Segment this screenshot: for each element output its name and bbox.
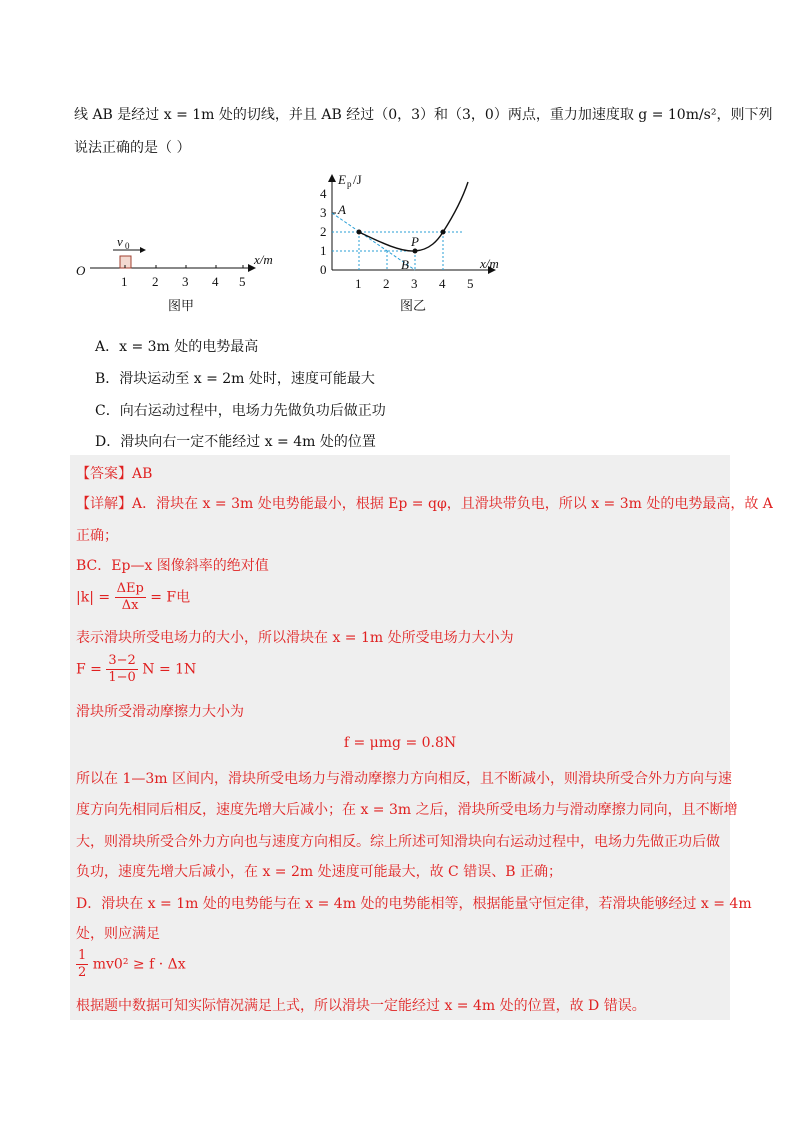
detail-line-2: 正确； [76,528,118,544]
detail-line-10: D．滑块在 x = 1m 处的电势能与在 x = 4m 处的电势能相等，根据能量守恒定律，若滑块能够经过 x = 4m [76,896,752,912]
figure-svg [70,170,540,320]
velocity-arrowhead [140,247,146,253]
velocity-sub: 0 [125,241,130,251]
yi-y-sub: p [347,179,352,189]
velocity-label: v [117,234,123,249]
yi-y-tick-3: 3 [320,205,327,220]
formula-energy [76,948,186,981]
yi-y-tick-4: 4 [320,186,327,201]
detail-line-5: 滑块所受滑动摩擦力大小为 [76,704,244,720]
formula-energy-num: 1 [78,948,87,963]
point-a-label: A [338,202,346,217]
yi-x-tick-2: 2 [383,276,390,291]
jia-tick-3: 3 [182,274,189,289]
yi-x-label: x/m [480,256,499,271]
formula-force-den: 1−0 [108,670,136,685]
formula-force-fraction [106,653,137,686]
formula-slope-den: Δx [121,598,139,613]
formula-force-left: F = [76,661,102,678]
yi-caption: 图乙 [400,299,427,314]
question-line-2: 说法正确的是（ ） [74,140,191,156]
formula-slope-left: |k| = [76,589,111,606]
option-a: A．x = 3m 处的电势最高 [95,339,259,355]
formula-energy-den: 2 [78,965,87,980]
yi-x-tick-3: 3 [411,276,418,291]
formula-friction: f = μmg = 0.8N [343,735,457,751]
jia-x-label: x/m [254,252,273,267]
yi-y-label: E [338,172,346,187]
formula-force-right: N = 1N [142,661,197,678]
yi-y-unit: /J [353,172,362,187]
jia-tick-5: 5 [239,274,246,289]
detail-line-4: 表示滑块所受电场力的大小，所以滑块在 x = 1m 处所受电场力大小为 [76,630,514,646]
curve-point-4 [441,230,446,235]
option-b: B．滑块运动至 x = 2m 处时，速度可能最大 [95,371,375,387]
detail-line-11: 处，则应满足 [76,926,160,942]
detail-line-1: 【详解】A．滑块在 x = 3m 处电势能最小，根据 Ep = qφ，且滑块带负电，所以 x = 3m 处的电势最高，故 A [76,496,773,512]
jia-tick-2: 2 [152,274,159,289]
curve-point-1 [357,230,362,235]
formula-energy-right: mv0² ≥ f · Δx [92,956,186,973]
formula-force-num: 3−2 [108,653,136,668]
yi-y-tick-0: 0 [320,262,327,277]
detail-line-3: BC．Ep—x 图像斜率的绝对值 [76,558,269,574]
figure-yi [320,172,499,314]
yi-x-tick-4: 4 [439,276,446,291]
yi-y-tick-2: 2 [320,224,327,239]
jia-tick-1: 1 [121,274,128,289]
formula-force [76,653,196,686]
curve-point-p [413,249,418,254]
formula-slope-num: ΔEp [116,581,144,596]
yi-x-tick-1: 1 [355,276,362,291]
figure-jia [76,234,273,314]
detail-line-6: 所以在 1—3m 区间内，滑块所受电场力与滑动摩擦力方向相反，且不断减小，则滑块所受合外力方向与速 [76,771,732,787]
yi-x-tick-5: 5 [467,276,474,291]
question-line-1: 线 AB 是经过 x = 1m 处的切线，并且 AB 经过（0，3）和（3，0）两点，重力加速度取 g = 10m/s²，则下列 [74,107,773,123]
jia-tick-4: 4 [212,274,219,289]
option-d: D．滑块向右一定不能经过 x = 4m 处的位置 [95,434,376,450]
answer-box [70,455,773,1020]
formula-energy-fraction [76,948,88,981]
option-c: C．向右运动过程中，电场力先做负功后做正功 [95,403,386,419]
formula-slope [76,581,190,614]
jia-origin-label: O [76,263,86,278]
detail-line-8: 大，则滑块所受合外力方向也与速度方向相反。综上所述可知滑块向右运动过程中，电场力先做正功后做 [76,834,720,850]
formula-slope-fraction [115,581,146,614]
yi-y-tick-1: 1 [320,243,327,258]
jia-caption: 图甲 [168,299,195,314]
point-b-label: B [401,257,409,272]
detail-line-9: 负功，速度先增大后减小，在 x = 2m 处速度可能最大，故 C 错误、B 正确； [76,864,562,880]
yi-guides [332,232,462,270]
detail-line-12: 根据题中数据可知实际情况满足上式，所以滑块一定能经过 x = 4m 处的位置，故 D 错误。 [76,998,646,1014]
detail-line-7: 度方向先相同后相反，速度先增大后减小；在 x = 3m 之后，滑块所受电场力与滑动摩擦力同向，且不断增 [76,802,738,818]
figure-area [70,170,540,320]
formula-slope-right: = F电 [150,589,191,606]
yi-y-arrow [328,174,336,182]
answer-label: 【答案】AB [76,466,153,482]
point-p-label: P [411,234,419,249]
